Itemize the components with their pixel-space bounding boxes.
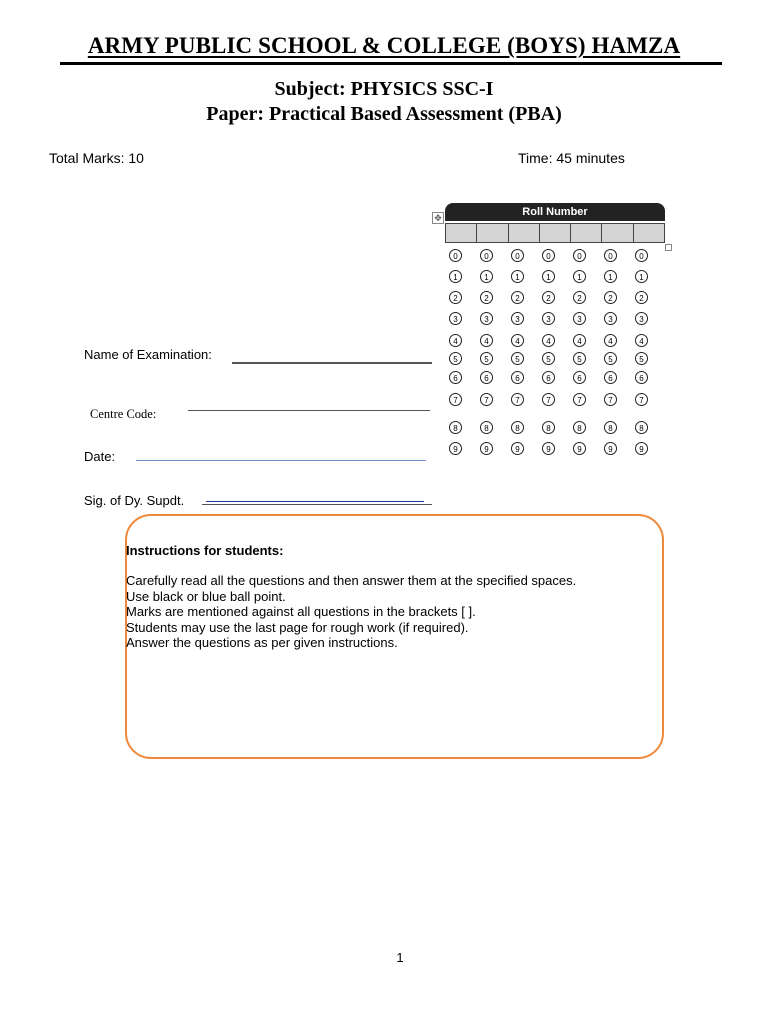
roll-number-bubble[interactable]: 6 — [449, 371, 462, 384]
roll-number-bubble[interactable]: 6 — [480, 371, 493, 384]
centre-code-label: Centre Code: — [90, 407, 157, 421]
table-move-handle-icon[interactable]: ✥ — [432, 212, 444, 224]
signature-line — [202, 504, 432, 505]
roll-number-bubble[interactable]: 5 — [480, 352, 493, 365]
roll-number-bubble[interactable]: 4 — [635, 334, 648, 347]
roll-number-bubble[interactable]: 9 — [449, 442, 462, 455]
roll-number-bubble[interactable]: 0 — [573, 249, 586, 262]
roll-number-digit-box[interactable] — [446, 224, 477, 242]
roll-number-bubble[interactable]: 3 — [542, 312, 555, 325]
roll-number-bubble[interactable]: 8 — [573, 421, 586, 434]
roll-number-bubble[interactable]: 2 — [480, 291, 493, 304]
school-title: ARMY PUBLIC SCHOOL & COLLEGE (BOYS) HAMZA — [87, 33, 681, 58]
roll-number-bubble[interactable]: 5 — [604, 352, 617, 365]
roll-number-bubble[interactable]: 9 — [635, 442, 648, 455]
roll-number-bubble[interactable]: 1 — [573, 270, 586, 283]
roll-number-bubble[interactable]: 9 — [480, 442, 493, 455]
roll-number-bubble[interactable]: 6 — [542, 371, 555, 384]
roll-number-bubble[interactable]: 7 — [635, 393, 648, 406]
roll-number-digit-box[interactable] — [477, 224, 508, 242]
roll-number-bubble[interactable]: 3 — [604, 312, 617, 325]
roll-number-bubble[interactable]: 7 — [604, 393, 617, 406]
roll-number-bubble[interactable]: 0 — [542, 249, 555, 262]
roll-number-bubble[interactable]: 5 — [542, 352, 555, 365]
signature-label: Sig. of Dy. Supdt. — [84, 493, 185, 508]
roll-number-bubble[interactable]: 9 — [542, 442, 555, 455]
roll-number-bubble[interactable]: 1 — [542, 270, 555, 283]
instruction-item: Answer the questions as per given instructions. — [126, 635, 398, 650]
roll-number-digit-box[interactable] — [509, 224, 540, 242]
roll-number-bubble[interactable]: 4 — [573, 334, 586, 347]
roll-number-bubble[interactable]: 1 — [635, 270, 648, 283]
roll-number-bubble[interactable]: 3 — [480, 312, 493, 325]
title-rule — [60, 62, 722, 65]
instruction-item: Carefully read all the questions and then answer them at the specified spaces. — [126, 573, 577, 588]
roll-number-bubble[interactable]: 6 — [573, 371, 586, 384]
roll-number-bubble[interactable]: 5 — [511, 352, 524, 365]
roll-number-bubble[interactable]: 0 — [449, 249, 462, 262]
roll-number-bubble[interactable]: 8 — [604, 421, 617, 434]
roll-number-bubble[interactable]: 0 — [480, 249, 493, 262]
roll-number-bubble[interactable]: 1 — [449, 270, 462, 283]
roll-number-digit-box[interactable] — [602, 224, 633, 242]
roll-number-digit-box[interactable] — [540, 224, 571, 242]
name-of-examination-label: Name of Examination: — [84, 347, 212, 362]
instruction-item: Marks are mentioned against all questions in the brackets [ ]. — [126, 604, 476, 619]
roll-number-bubble[interactable]: 9 — [604, 442, 617, 455]
roll-number-bubble[interactable]: 7 — [573, 393, 586, 406]
roll-number-bubble[interactable]: 7 — [480, 393, 493, 406]
roll-number-bubble[interactable]: 2 — [511, 291, 524, 304]
roll-number-header: Roll Number — [445, 203, 665, 221]
roll-number-bubble[interactable]: 7 — [511, 393, 524, 406]
roll-number-bubble[interactable]: 0 — [635, 249, 648, 262]
roll-number-bubble[interactable]: 5 — [573, 352, 586, 365]
roll-number-bubble[interactable]: 6 — [635, 371, 648, 384]
centre-code-line — [188, 410, 430, 411]
roll-number-bubble[interactable]: 2 — [449, 291, 462, 304]
roll-number-bubble[interactable]: 9 — [511, 442, 524, 455]
roll-number-bubble[interactable]: 4 — [604, 334, 617, 347]
total-marks: Total Marks: 10 — [49, 150, 144, 166]
roll-number-bubble[interactable]: 8 — [480, 421, 493, 434]
roll-number-bubble[interactable]: 0 — [604, 249, 617, 262]
roll-number-bubble-grid — [449, 245, 664, 465]
roll-number-bubble[interactable]: 6 — [604, 371, 617, 384]
roll-number-bubble[interactable]: 1 — [480, 270, 493, 283]
roll-number-bubble[interactable]: 7 — [449, 393, 462, 406]
name-of-examination-line — [232, 362, 432, 364]
roll-number-bubble[interactable]: 4 — [542, 334, 555, 347]
roll-number-bubble[interactable]: 4 — [449, 334, 462, 347]
roll-number-bubble[interactable]: 9 — [573, 442, 586, 455]
roll-number-bubble[interactable]: 4 — [511, 334, 524, 347]
page-number: 1 — [396, 950, 404, 965]
signature-line-accent — [206, 501, 424, 502]
instruction-item: Students may use the last page for rough work (if required). — [126, 619, 469, 635]
roll-number-bubble[interactable]: 3 — [573, 312, 586, 325]
roll-number-bubble[interactable]: 7 — [542, 393, 555, 406]
paper-line: Paper: Practical Based Assessment (PBA) — [206, 103, 562, 125]
roll-number-bubble[interactable]: 1 — [604, 270, 617, 283]
subject-line: Subject: PHYSICS SSC-I — [274, 78, 494, 100]
date-label: Date: — [84, 449, 116, 464]
roll-number-bubble[interactable]: 4 — [480, 334, 493, 347]
roll-number-bubble[interactable]: 2 — [542, 291, 555, 304]
roll-number-bubble[interactable]: 5 — [635, 352, 648, 365]
instruction-item: Use black or blue ball point. — [126, 588, 286, 604]
time-allowed: Time: 45 minutes — [518, 150, 625, 166]
roll-number-bubble[interactable]: 8 — [511, 421, 524, 434]
roll-number-bubble[interactable]: 2 — [635, 291, 648, 304]
roll-number-bubble[interactable]: 2 — [573, 291, 586, 304]
roll-number-bubble[interactable]: 8 — [635, 421, 648, 434]
roll-number-bubble[interactable]: 8 — [449, 421, 462, 434]
instructions-list — [126, 573, 576, 651]
roll-number-digit-box[interactable] — [571, 224, 602, 242]
roll-number-bubble[interactable]: 0 — [511, 249, 524, 262]
roll-number-digit-box[interactable] — [634, 224, 664, 242]
roll-number-bubble[interactable]: 6 — [511, 371, 524, 384]
roll-number-boxes — [445, 223, 665, 243]
roll-number-bubble[interactable]: 2 — [604, 291, 617, 304]
date-line — [136, 460, 426, 461]
roll-number-bubble[interactable]: 8 — [542, 421, 555, 434]
roll-number-bubble[interactable]: 3 — [511, 312, 524, 325]
table-resize-handle-icon[interactable] — [665, 244, 672, 251]
roll-number-bubble[interactable]: 3 — [635, 312, 648, 325]
roll-number-bubble[interactable]: 5 — [449, 352, 462, 365]
roll-number-bubble[interactable]: 3 — [449, 312, 462, 325]
roll-number-bubble[interactable]: 1 — [511, 270, 524, 283]
instructions-heading: Instructions for students: — [126, 543, 284, 558]
